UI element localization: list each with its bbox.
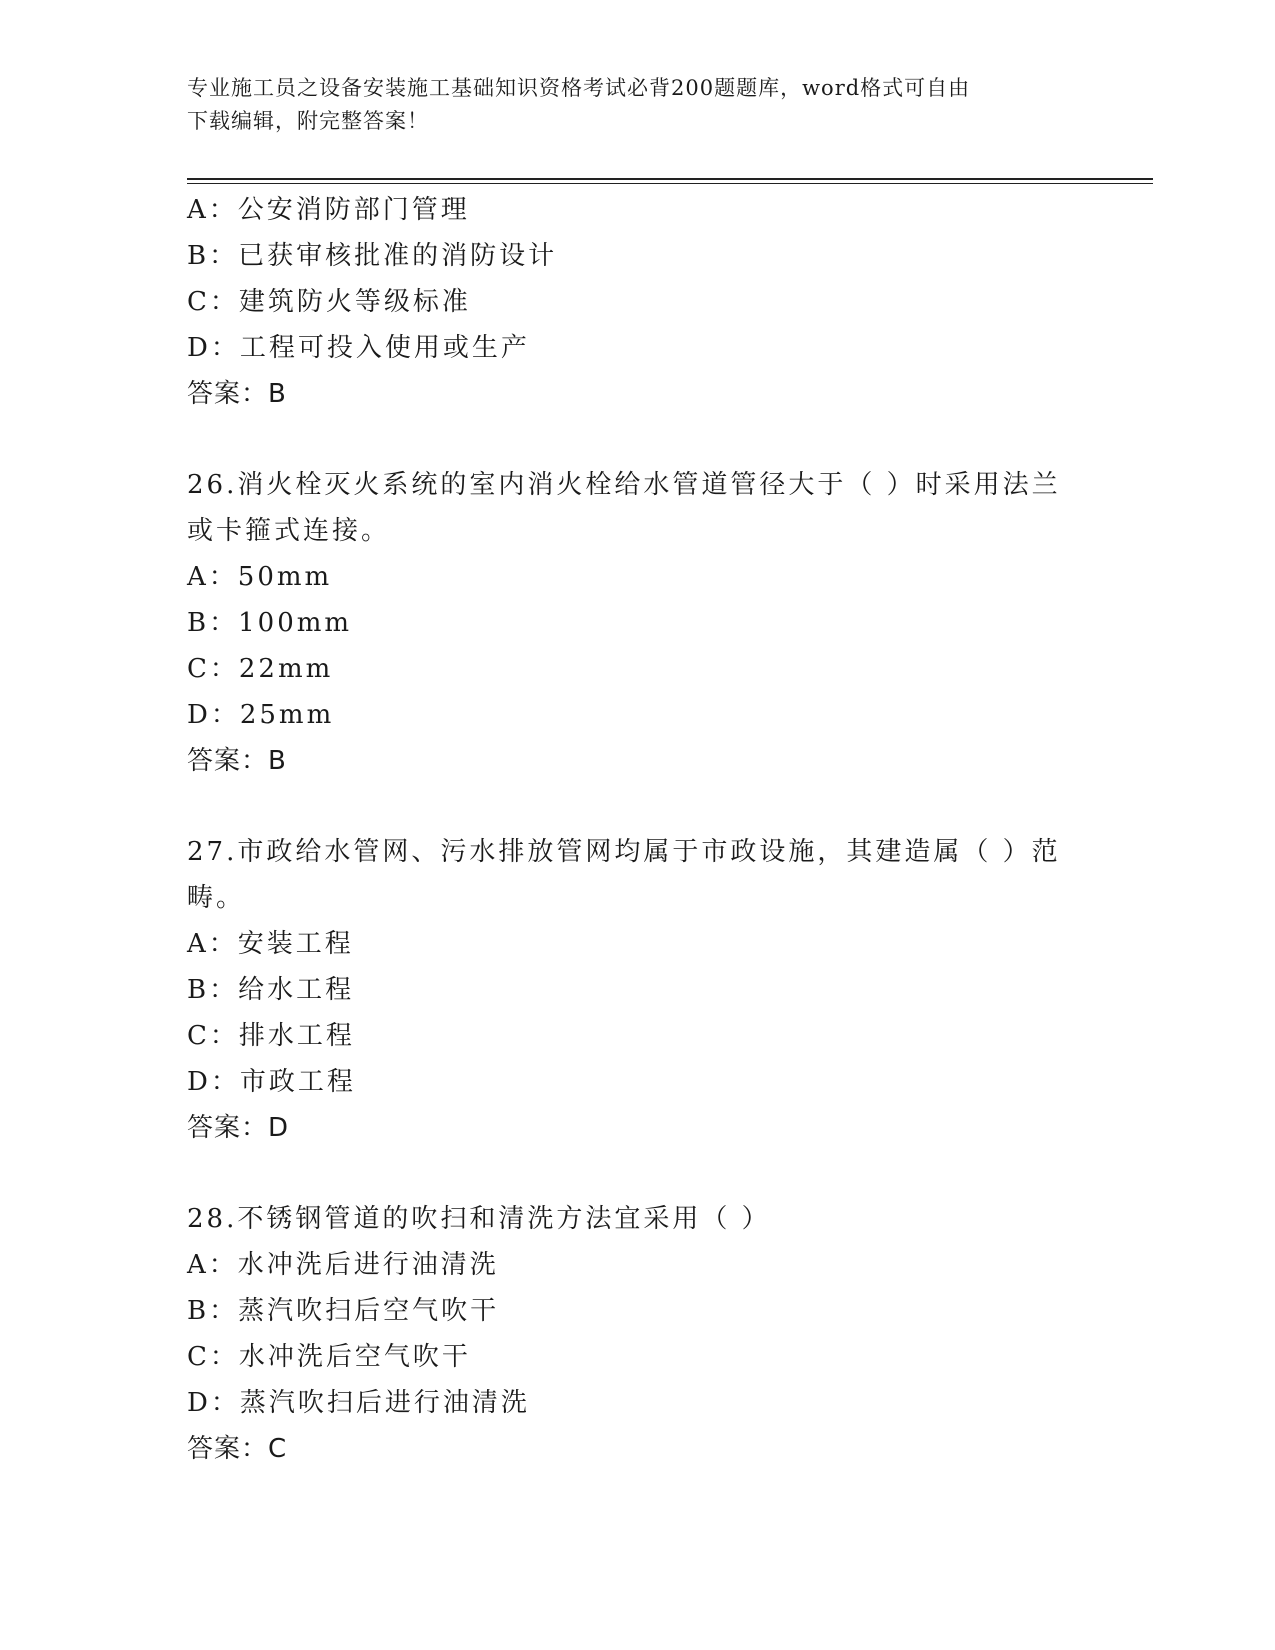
question-stem-cont: 畴。: [187, 883, 246, 913]
question-stem: 26.消火栓灭火系统的室内消火栓给水管道管径大于（ ）时采用法兰: [187, 470, 1061, 500]
question-stem-cont: 或卡箍式连接。: [187, 516, 391, 546]
option-a: A：公安消防部门管理: [187, 195, 470, 225]
option-d: D：25mm: [187, 700, 335, 730]
answer-line: 答案：B: [187, 379, 287, 409]
option-a: A：水冲洗后进行油清洗: [187, 1250, 499, 1280]
document-header: [187, 72, 1067, 138]
question-stem: 28.不锈钢管道的吹扫和清洗方法宜采用（ ）: [187, 1204, 771, 1234]
answer-line: 答案：D: [187, 1113, 290, 1143]
header-line-2: 下载编辑，附完整答案！: [187, 109, 429, 133]
option-c: C：排水工程: [187, 1021, 355, 1051]
answer-line: 答案：C: [187, 1434, 288, 1464]
option-d: D：蒸汽吹扫后进行油清洗: [187, 1388, 530, 1418]
question-stem: 27.市政给水管网、污水排放管网均属于市政设施，其建造属（ ）范: [187, 837, 1061, 867]
option-c: C：建筑防火等级标准: [187, 287, 471, 317]
option-d: D：市政工程: [187, 1067, 356, 1097]
header-line-1: 专业施工员之设备安装施工基础知识资格考试必背200题题库，word格式可自由: [187, 76, 971, 100]
question-block-26: [187, 462, 1087, 784]
option-d: D：工程可投入使用或生产: [187, 333, 530, 363]
question-block-28: [187, 1196, 1087, 1472]
option-b: B：已获审核批准的消防设计: [187, 241, 558, 271]
option-a: A：安装工程: [187, 929, 354, 959]
header-divider-thick: [187, 178, 1153, 180]
question-block-27: [187, 829, 1087, 1151]
header-divider-thin: [187, 183, 1153, 184]
option-a: A：50mm: [187, 562, 333, 592]
option-c: C：水冲洗后空气吹干: [187, 1342, 471, 1372]
question-list: [187, 187, 1087, 1472]
option-b: B：给水工程: [187, 975, 355, 1005]
question-block-prev: [187, 187, 1087, 417]
option-b: B：100mm: [187, 608, 353, 638]
option-c: C：22mm: [187, 654, 334, 684]
option-b: B：蒸汽吹扫后空气吹干: [187, 1296, 500, 1326]
answer-line: 答案：B: [187, 746, 287, 776]
